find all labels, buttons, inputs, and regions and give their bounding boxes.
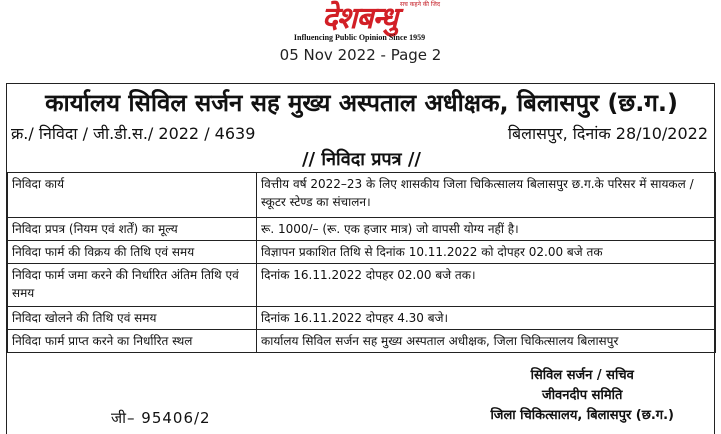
table-row: [8, 173, 716, 218]
row-value: विज्ञापन प्रकाशित तिथि से दिनांक 10.11.2022 को दोपहर 02.00 बजे तक: [257, 241, 716, 264]
row-value: दिनांक 16.11.2022 दोपहर 4.30 बजे।: [257, 307, 716, 330]
newspaper-masthead: [0, 0, 721, 68]
row-value: वित्तीय वर्ष 2022–23 के लिए शासकीय जिला चिकित्सालय बिलासपुर छ.ग.के परिसर में सायकल / स्कूटर स्टेण्ड का संचालन।: [257, 173, 716, 218]
masthead-tagline: सच कहने की जिद: [400, 1, 441, 8]
page-date: 05 Nov 2022 - Page 2: [279, 46, 442, 64]
office-title: कार्यालय सिविल सर्जन सह मुख्य अस्पताल अधीक्षक, बिलासपुर (छ.ग.): [45, 89, 678, 117]
row-label: निविदा कार्य: [8, 173, 257, 218]
table-row: [8, 241, 716, 264]
row-label: निविदा फार्म प्राप्त करने का निर्धारित स्थल: [8, 330, 257, 353]
row-label: निविदा फार्म जमा करने की निर्धारित अंतिम तिथि एवं समय: [8, 264, 257, 307]
reference-number: क्र./ निविदा / जी.डी.स./ 2022 / 4639: [11, 124, 256, 143]
signatory-block: [490, 366, 674, 426]
row-label: निविदा खोलने की तिथि एवं समय: [8, 307, 257, 330]
table-row: [8, 264, 716, 307]
newspaper-logo: देशबन्धु: [321, 1, 398, 36]
table-row: [8, 307, 716, 330]
tender-notice: [6, 83, 715, 434]
tender-details-table: [7, 172, 716, 353]
row-label: निविदा प्रपत्र (नियम एवं शर्तें) का मूल्य: [8, 218, 257, 241]
signatory-line-3: जिला चिकित्सालय, बिलासपुर (छ.ग.): [490, 408, 674, 423]
footer-reference: जी– 95406/2: [111, 409, 211, 427]
signatory-line-2: जीवनदीप समिति: [542, 388, 623, 403]
row-value: रू. 1000/– (रू. एक हजार मात्र) जो वापसी योग्य नहीं है।: [257, 218, 716, 241]
masthead-subtitle: Influencing Public Opinion Since 1959: [293, 33, 426, 42]
table-row: [8, 218, 716, 241]
row-label: निविदा फार्म की विक्रय की तिथि एवं समय: [8, 241, 257, 264]
place-date: बिलासपुर, दिनांक 28/10/2022: [507, 124, 708, 143]
table-row: [8, 330, 716, 353]
row-value: दिनांक 16.11.2022 दोपहर 02.00 बजे तक।: [257, 264, 716, 307]
notice-heading: // निविदा प्रपत्र //: [301, 149, 422, 170]
signatory-line-1: सिविल सर्जन / सचिव: [530, 368, 634, 383]
row-value: कार्यालय सिविल सर्जन सह मुख्य अस्पताल अधीक्षक, जिला चिकित्सालय बिलासपुर: [257, 330, 716, 353]
